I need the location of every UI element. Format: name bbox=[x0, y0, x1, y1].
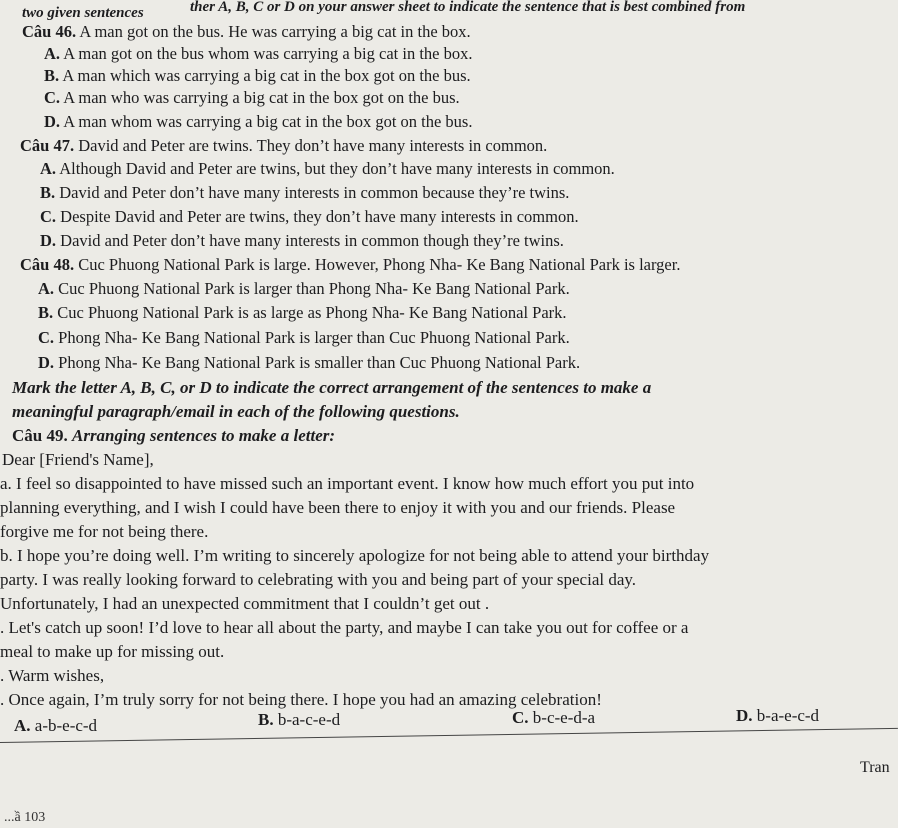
letter-greeting: Dear [Friend's Name], bbox=[2, 450, 154, 469]
question-stem: David and Peter are twins. They don’t have many interests in common. bbox=[78, 136, 548, 155]
option-letter: A. bbox=[44, 44, 61, 63]
option-letter: C. bbox=[512, 708, 529, 727]
option-text: b-c-e-d-a bbox=[532, 708, 596, 727]
option-text: A man which was carrying a big cat in the box got on the bus. bbox=[62, 66, 471, 85]
letter-line: planning everything, and I wish I could have been there to enjoy it with you and our friends. Please bbox=[0, 498, 676, 517]
q49-option-a[interactable] bbox=[14, 716, 97, 735]
question-46 bbox=[22, 22, 471, 41]
question-label: Câu 46. bbox=[22, 22, 77, 41]
question-49 bbox=[12, 426, 335, 445]
q49-option-b[interactable] bbox=[258, 710, 340, 729]
q46-option-c[interactable] bbox=[44, 88, 460, 107]
option-letter: B. bbox=[258, 710, 274, 729]
option-text: Cuc Phuong National Park is as large as Phong Nha- Ke Bang National Park. bbox=[57, 303, 567, 322]
letter-line: Unfortunately, I had an unexpected commitment that I couldn’t get out . bbox=[0, 594, 490, 613]
option-text: Although David and Peter are twins, but they don’t have many interests in common. bbox=[59, 159, 615, 178]
option-letter: A. bbox=[14, 716, 31, 735]
letter-line: b. I hope you’re doing well. I’m writing to sincerely apologize for not being able to attend your birthday bbox=[0, 546, 710, 565]
footer-fragment: Tran bbox=[860, 759, 890, 776]
q47-option-c[interactable] bbox=[40, 207, 579, 226]
question-stem: Cuc Phuong National Park is large. However, Phong Nha- Ke Bang National Park is larger. bbox=[78, 255, 681, 274]
q46-option-a[interactable] bbox=[44, 44, 472, 63]
option-text: David and Peter don’t have many interests in common because they’re twins. bbox=[59, 183, 570, 202]
header-fragment-left: two given sentences bbox=[22, 5, 144, 21]
option-text: b-a-c-e-d bbox=[277, 710, 341, 729]
q47-option-d[interactable] bbox=[40, 231, 564, 250]
question-stem: A man got on the bus. He was carrying a big cat in the box. bbox=[79, 22, 471, 41]
option-letter: C. bbox=[38, 328, 55, 347]
option-text: Phong Nha- Ke Bang National Park is larger than Cuc Phuong National Park. bbox=[58, 328, 570, 347]
option-text: a-b-e-c-d bbox=[34, 716, 98, 735]
question-48 bbox=[20, 255, 680, 274]
option-text: Despite David and Peter are twins, they don’t have many interests in common. bbox=[60, 207, 579, 226]
q48-option-c[interactable] bbox=[38, 328, 570, 347]
letter-line: . Let's catch up soon! I’d love to hear all about the party, and maybe I can take you out for coffee or a bbox=[0, 618, 689, 637]
option-letter: C. bbox=[40, 207, 57, 226]
q48-option-d[interactable] bbox=[38, 353, 580, 372]
q46-option-d[interactable] bbox=[44, 112, 472, 131]
question-label: Câu 49. bbox=[12, 426, 68, 445]
option-letter: C. bbox=[44, 88, 61, 107]
question-title: Arranging sentences to make a letter: bbox=[71, 426, 336, 445]
option-letter: A. bbox=[38, 279, 55, 298]
option-letter: D. bbox=[38, 353, 55, 372]
question-label: Câu 47. bbox=[20, 136, 75, 155]
question-47 bbox=[20, 136, 547, 155]
q49-option-d[interactable] bbox=[736, 706, 819, 725]
option-text: Cuc Phuong National Park is larger than Phong Nha- Ke Bang National Park. bbox=[58, 279, 570, 298]
section-instruction-line-2: meaningful paragraph/email in each of the following questions. bbox=[12, 402, 460, 421]
option-letter: A. bbox=[40, 159, 57, 178]
q46-option-b[interactable] bbox=[44, 66, 471, 85]
q47-option-b[interactable] bbox=[40, 183, 569, 202]
q48-option-b[interactable] bbox=[38, 303, 567, 322]
letter-line: . Warm wishes, bbox=[0, 666, 105, 685]
option-letter: D. bbox=[40, 231, 57, 250]
page-number-fragment: ...ầ 103 bbox=[4, 810, 46, 825]
option-letter: D. bbox=[44, 112, 61, 131]
option-text: Phong Nha- Ke Bang National Park is smaller than Cuc Phuong National Park. bbox=[58, 353, 581, 372]
letter-line: party. I was really looking forward to celebrating with you and being part of your special day. bbox=[0, 570, 637, 589]
option-letter: B. bbox=[44, 66, 60, 85]
header-instruction: ther A, B, C or D on your answer sheet to indicate the sentence that is best combined from bbox=[190, 0, 746, 15]
divider bbox=[0, 728, 898, 743]
letter-line: forgive me for not being there. bbox=[0, 522, 209, 541]
q48-option-a[interactable] bbox=[38, 279, 570, 298]
option-text: A man got on the bus whom was carrying a big cat in the box. bbox=[63, 44, 473, 63]
letter-line: . Once again, I’m truly sorry for not being there. I hope you had an amazing celebration! bbox=[0, 690, 602, 709]
option-text: b-a-e-c-d bbox=[756, 706, 820, 725]
option-text: David and Peter don’t have many interests in common though they’re twins. bbox=[60, 231, 564, 250]
option-letter: B. bbox=[38, 303, 54, 322]
option-text: A man whom was carrying a big cat in the box got on the bus. bbox=[63, 112, 473, 131]
letter-line: a. I feel so disappointed to have missed such an important event. I know how much effort you put into bbox=[0, 474, 695, 493]
question-label: Câu 48. bbox=[20, 255, 75, 274]
q47-option-a[interactable] bbox=[40, 159, 615, 178]
letter-line: meal to make up for missing out. bbox=[0, 642, 225, 661]
section-instruction-line-1: Mark the letter A, B, C, or D to indicate the correct arrangement of the sentences to make a bbox=[12, 378, 652, 397]
q49-option-c[interactable] bbox=[512, 708, 595, 727]
option-letter: D. bbox=[736, 706, 753, 725]
option-letter: B. bbox=[40, 183, 56, 202]
option-text: A man who was carrying a big cat in the box got on the bus. bbox=[63, 88, 460, 107]
